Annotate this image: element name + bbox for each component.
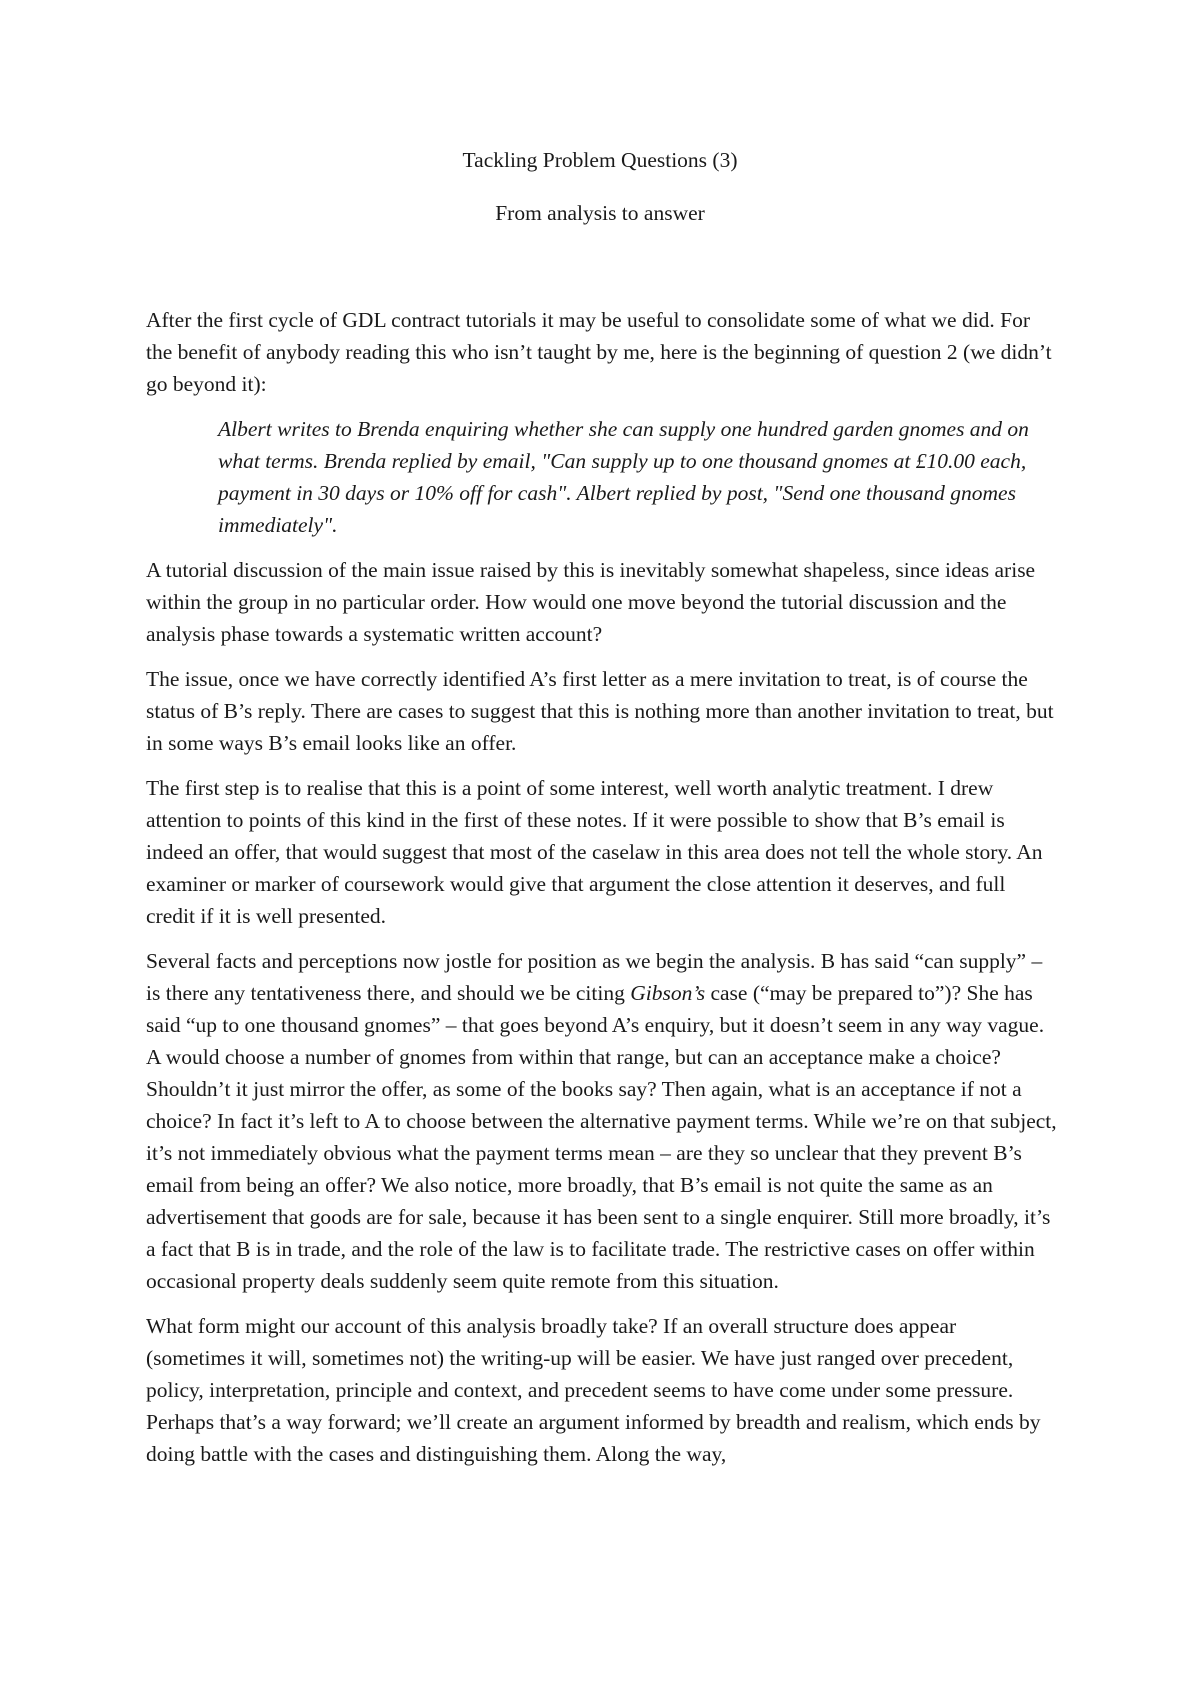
document-title: Tackling Problem Questions (3)	[462, 148, 738, 172]
case-name: Gibson’s	[630, 981, 706, 1005]
paragraph-issue: The issue, once we have correctly identified A’s first letter as a mere invitation to treat, is of course the status of B’s reply. There are cases to suggest that this is nothing more than another invitation to treat, but in some ways B’s email looks like an offer.	[146, 667, 1054, 755]
analysis-text-part2: case (“may be prepared to”)? She has said “up to one thousand gnomes” – that goes beyond A’s enquiry, but it doesn’t seem in any way vague. A would choose a number of gnomes from within that range, but can an acceptance make a choice? Shouldn’t it just mirror the offer, as some of the books say? Then again, what is an acceptance if not a choice? In fact it’s left to A to choose between the alternative payment terms. While we’re on that subject, it’s not immediately obvious what the payment terms mean – are they so unclear that they prevent B’s email from being an offer? We also notice, more broadly, that B’s email is not quite the same as an advertisement that goods are for sale, because it has been sent to a single enquirer. Still more broadly, it’s a fact that B is in trade, and the role of the law is to facilitate trade. The restrictive cases on offer within occasional property deals suddenly seem quite remote from this situation.	[146, 981, 1057, 1293]
paragraph-analysis	[146, 945, 1058, 1297]
paragraph-first-step: The first step is to realise that this is a point of some interest, well worth analytic treatment. I drew attention to points of this kind in the first of these notes. If it were possible to show that B’s email is indeed an offer, that would suggest that most of the caselaw in this area does not tell the whole story. An examiner or marker of coursework would give that argument the close attention it deserves, and full credit if it is well presented.	[146, 776, 1043, 928]
document-body	[146, 304, 1058, 1483]
document-subtitle: From analysis to answer	[495, 201, 705, 225]
paragraph-intro: After the first cycle of GDL contract tutorials it may be useful to consolidate some of what we did. For the benefit of anybody reading this who isn’t taught by me, here is the beginning of question 2 (we didn’t go beyond it):	[146, 308, 1052, 396]
paragraph-tutorial: A tutorial discussion of the main issue raised by this is inevitably somewhat shapeless, since ideas arise within the group in no particular order. How would one move beyond the tutorial discussion and the analysis phase towards a systematic written account?	[146, 558, 1036, 646]
problem-quote: Albert writes to Brenda enquiring whether she can supply one hundred garden gnomes and on what terms. Brenda replied by email, "Can supply up to one thousand gnomes at £10.00 each, payment in 30 days or 10% off for cash". Albert replied by post, "Send one thousand gnomes immediately".	[218, 417, 1029, 537]
analysis-text-part1: Several facts and perceptions now jostle for position as we begin the analysis. B has said “can supply” – is there any tentativeness there, and should we be citing	[146, 949, 1043, 1005]
paragraph-structure: What form might our account of this analysis broadly take? If an overall structure does appear (sometimes it will, sometimes not) the writing-up will be easier. We have just ranged over precedent, policy, interpretation, principle and context, and precedent seems to have come under some pressure. Perhaps that’s a way forward; we’ll create an argument informed by breadth and realism, which ends by doing battle with the cases and distinguishing them. Along the way,	[146, 1314, 1041, 1466]
